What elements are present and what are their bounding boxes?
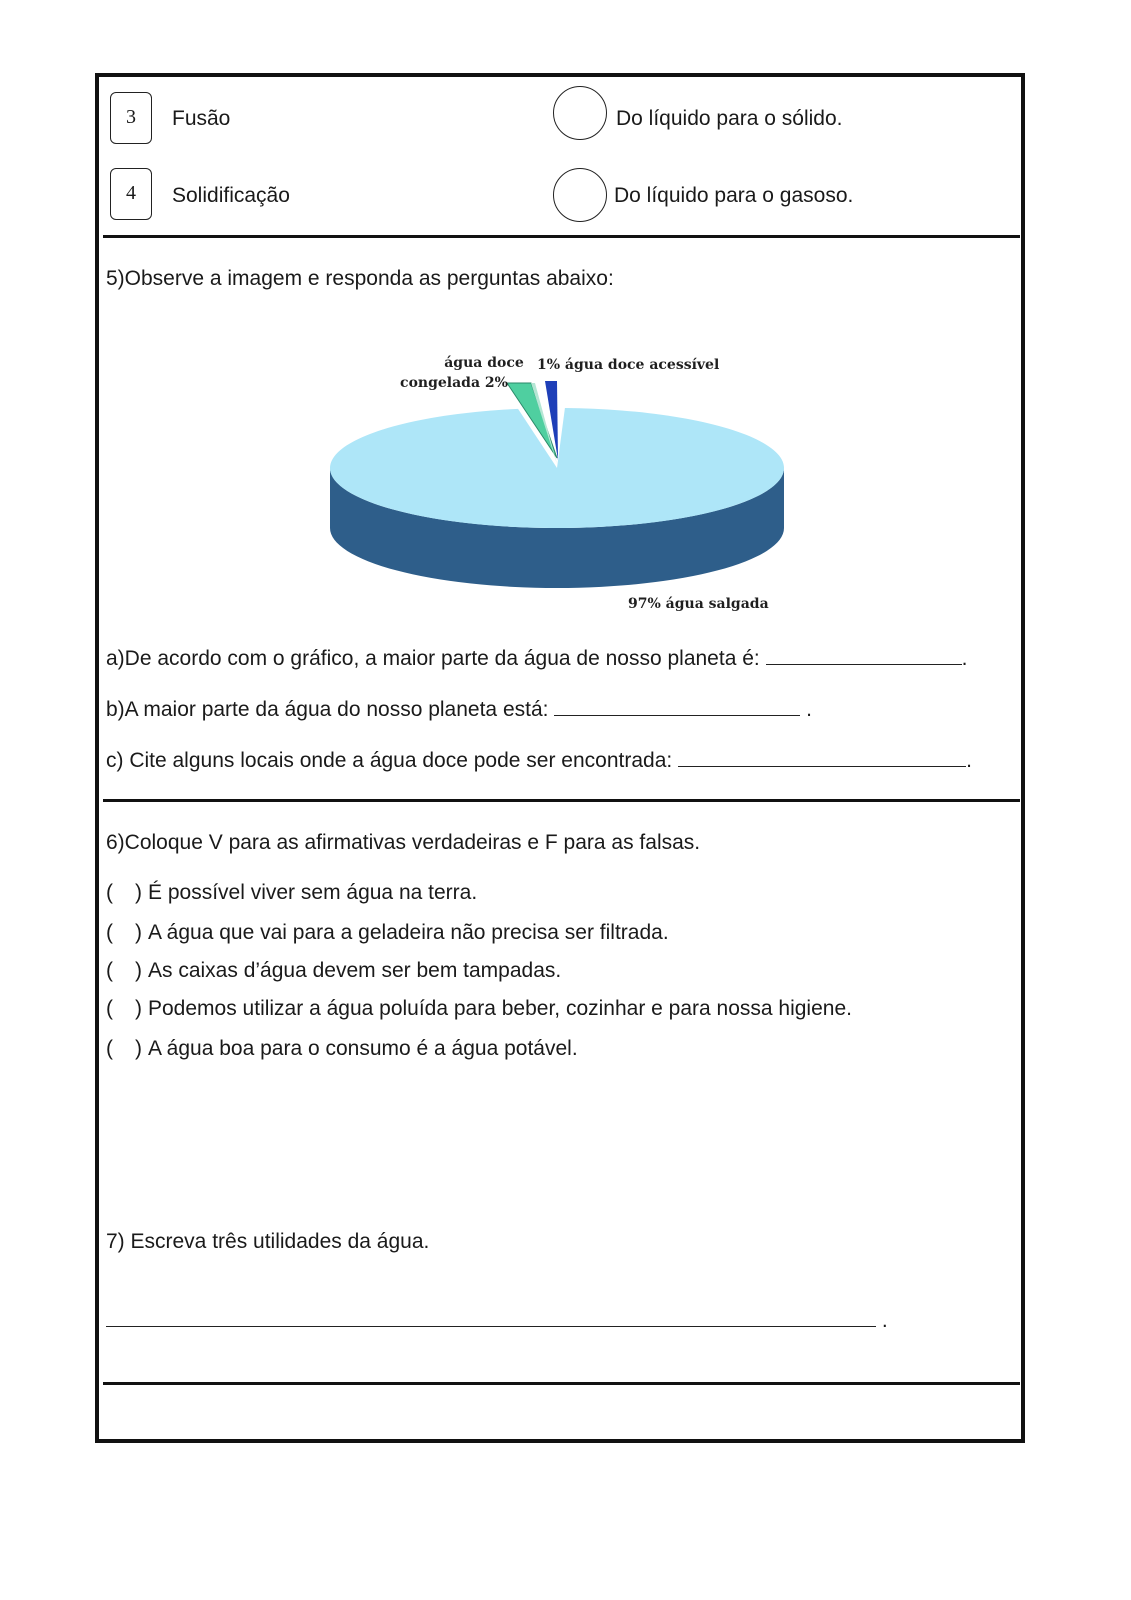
q4-term: Fusão (172, 107, 231, 130)
q6-statement (106, 960, 561, 981)
water-distribution-pie-chart (320, 345, 800, 620)
q4-term: Solidificação (172, 184, 290, 207)
q7-period: . (881, 1309, 888, 1332)
q4-definition: Do líquido para o sólido. (616, 107, 843, 130)
answer-paren-close[interactable]: ) (135, 959, 142, 982)
answer-paren-close[interactable]: ) (135, 997, 142, 1020)
q5-question-b (106, 699, 812, 720)
q6-statement (106, 922, 669, 943)
q6-statement-text: É possível viver sem água na terra. (148, 881, 478, 904)
answer-paren-close[interactable]: ) (135, 1037, 142, 1060)
q6-statement (106, 998, 852, 1019)
q5-a-answer-line[interactable] (766, 648, 962, 665)
q5-a-period: . (961, 647, 968, 670)
q7-answer-line[interactable] (106, 1310, 876, 1327)
q5-a-text: a)De acordo com o gráfico, a maior parte da água de nosso planeta é: (106, 647, 760, 670)
q5-c-answer-line[interactable] (678, 750, 966, 767)
q6-statement (106, 882, 477, 903)
q7-answer (106, 1310, 888, 1331)
label-salgada: 97% água salgada (628, 596, 769, 612)
q7-title: 7) Escreva três utilidades da água. (106, 1230, 430, 1253)
label-acessivel: 1% água doce acessível (537, 357, 720, 373)
q6-statement-text: As caixas d’água devem ser bem tampadas. (148, 959, 562, 982)
q5-b-answer-line[interactable] (554, 699, 800, 716)
answer-paren-close[interactable]: ) (135, 921, 142, 944)
answer-paren-open[interactable]: ( (106, 959, 113, 982)
q6-statement (106, 1038, 578, 1059)
answer-paren-open[interactable]: ( (106, 1037, 113, 1060)
q4-definition: Do líquido para o gasoso. (614, 184, 854, 207)
q5-c-text: c) Cite alguns locais onde a água doce pode ser encontrada: (106, 749, 673, 772)
answer-paren-close[interactable]: ) (135, 881, 142, 904)
q4-number-box: 3 (110, 92, 152, 144)
q6-statement-text: A água que vai para a geladeira não precisa ser filtrada. (148, 921, 669, 944)
q5-question-a (106, 648, 967, 669)
label-congelada-line1: água doce (444, 355, 524, 371)
q5-question-c (106, 750, 972, 771)
section-divider (103, 799, 1020, 802)
q5-b-period: . (806, 698, 812, 721)
q4-answer-circle[interactable] (553, 168, 607, 222)
label-congelada-line2: congelada 2% (400, 375, 508, 391)
answer-paren-open[interactable]: ( (106, 997, 113, 1020)
q5-b-text: b)A maior parte da água do nosso planeta está: (106, 698, 549, 721)
q6-title: 6)Coloque V para as afirmativas verdadeiras e F para as falsas. (106, 831, 701, 854)
answer-paren-open[interactable]: ( (106, 881, 113, 904)
q6-statement-text: A água boa para o consumo é a água potável. (148, 1037, 578, 1060)
section-divider (103, 235, 1020, 238)
section-divider (103, 1382, 1020, 1385)
answer-paren-open[interactable]: ( (106, 921, 113, 944)
q4-number-box: 4 (110, 168, 152, 220)
q4-answer-circle[interactable] (553, 86, 607, 140)
q5-c-period: . (966, 749, 972, 772)
q6-statement-text: Podemos utilizar a água poluída para beber, cozinhar e para nossa higiene. (148, 997, 852, 1020)
q5-title: 5)Observe a imagem e responda as perguntas abaixo: (106, 267, 614, 290)
